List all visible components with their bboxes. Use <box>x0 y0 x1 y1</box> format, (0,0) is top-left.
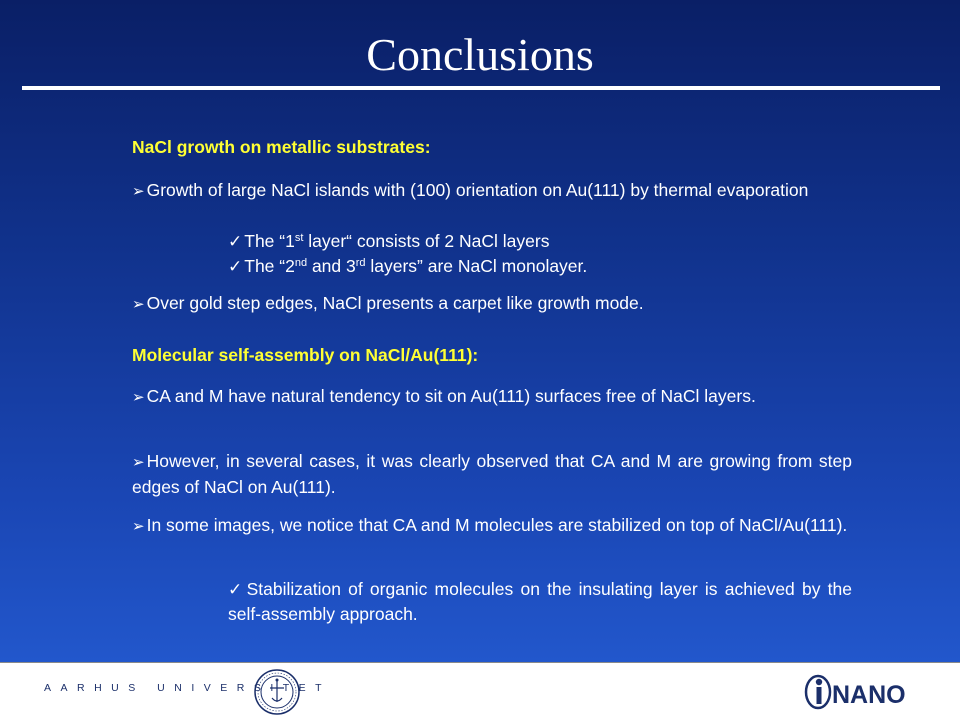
university-name: AARHUS UNIVERSITET <box>44 682 332 694</box>
bullet-item <box>132 384 852 410</box>
bullet-text: Growth of large NaCl islands with (100) orientation on Au(111) by thermal evaporation <box>146 180 809 200</box>
footer-divider <box>0 662 960 663</box>
bullet-text: Over gold step edges, NaCl presents a carpet like growth mode. <box>146 293 644 313</box>
section-heading-nacl-growth: NaCl growth on metallic substrates: <box>132 137 431 157</box>
arrow-bullet-icon: ➢ <box>132 454 145 471</box>
check-item: ✓ The “2nd and 3rd layers” are NaCl monolayer. <box>228 256 588 276</box>
slide-title: Conclusions <box>366 29 594 80</box>
arrow-bullet-icon: ➢ <box>132 183 145 200</box>
arrow-bullet-icon: ➢ <box>132 518 145 535</box>
bullet-text: CA and M have natural tendency to sit on Au(111) surfaces free of NaCl layers. <box>146 386 756 406</box>
bullet-item <box>132 513 852 539</box>
title-underline <box>22 86 940 90</box>
checkmark-icon: ✓ <box>228 257 243 276</box>
checkmark-icon: ✓ <box>228 232 243 251</box>
checkmark-icon: ✓ <box>228 580 245 599</box>
bullet-text: However, in several cases, it was clearly observed that CA and M are growing from step edges of NaCl on Au(111). <box>132 451 852 497</box>
footer <box>0 662 960 720</box>
bullet-item <box>132 178 852 204</box>
check-text: Stabilization of organic molecules on the insulating layer is achieved by the self-assembly approach. <box>228 579 852 624</box>
bullet-item <box>132 449 852 500</box>
university-seal-icon <box>253 668 301 716</box>
section-heading-self-assembly: Molecular self-assembly on NaCl/Au(111): <box>132 345 479 365</box>
arrow-bullet-icon: ➢ <box>132 389 145 406</box>
logo-text: NANO <box>832 681 906 709</box>
bullet-item <box>132 291 852 317</box>
check-item: ✓ The “1st layer“ consists of 2 NaCl layers <box>228 231 550 251</box>
bullet-text: In some images, we notice that CA and M molecules are stabilized on top of NaCl/Au(111). <box>146 515 848 535</box>
check-item <box>228 577 852 627</box>
arrow-bullet-icon: ➢ <box>132 296 145 313</box>
inano-logo <box>804 672 916 712</box>
